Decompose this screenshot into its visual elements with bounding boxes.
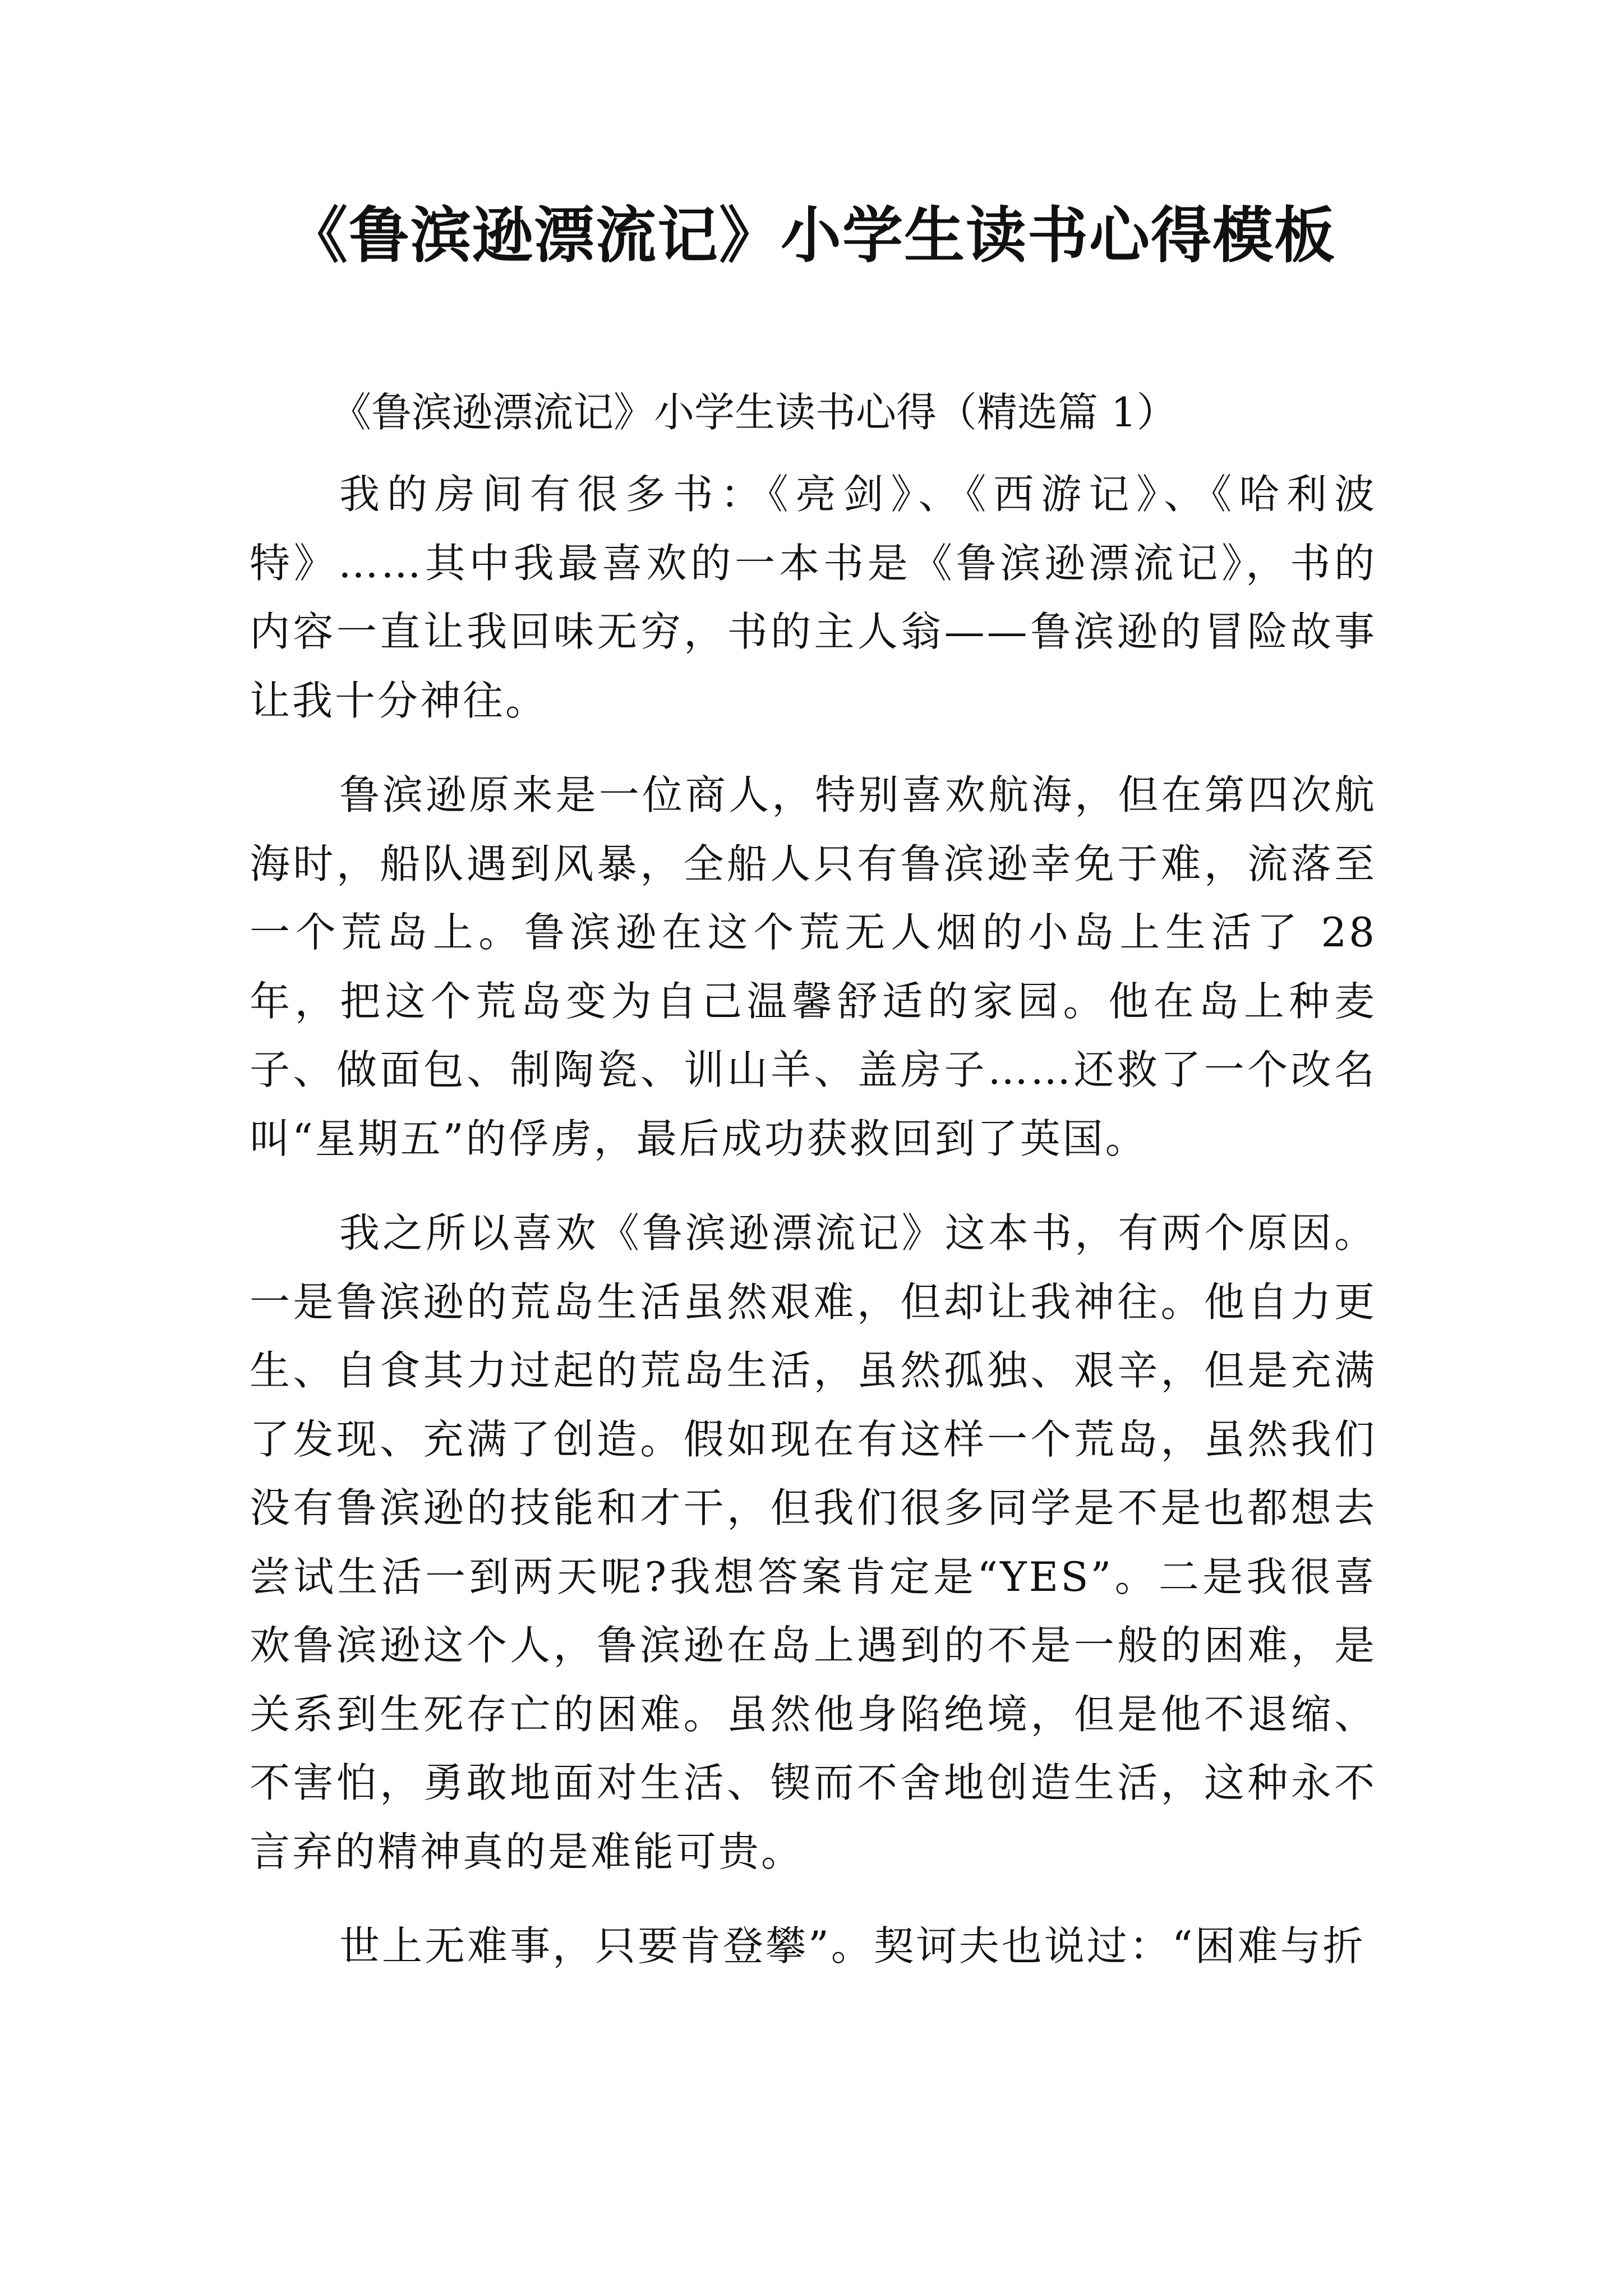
paragraph-4: 世上无难事，只要肯登攀”。契诃夫也说过：“困难与折 bbox=[339, 1922, 1366, 1970]
paragraph-2: 鲁滨逊原来是一位商人，特别喜欢航海，但在第四次航海时，船队遇到风暴，全船人只有鲁滨逊幸免于难，流落至一个荒岛上。鲁滨逊在这个荒无人烟的小岛上生活了 28 年，把这个荒岛变为自己温馨舒适的家园。他在岛上种麦子、做面包、制陶瓷、训山羊、盖房子……还救了一个改名叫“星期五”的俘虏，最后成功获救回到了英国。 bbox=[250, 771, 1377, 1162]
paragraph-1: 我的房间有很多书：《亮剑》、《西游记》、《哈利波特》……其中我最喜欢的一本书是《鲁滨逊漂流记》，书的内容一直让我回味无穷，书的主人翁——鲁滨逊的冒险故事让我十分神往。 bbox=[250, 471, 1377, 724]
document-title: 《鲁滨逊漂流记》小学生读书心得模板 bbox=[287, 200, 1336, 271]
document-body bbox=[250, 460, 1377, 2007]
paragraph-3: 我之所以喜欢《鲁滨逊漂流记》这本书，有两个原因。一是鲁滨逊的荒岛生活虽然艰难，但却让我神往。他自力更生、自食其力过起的荒岛生活，虽然孤独、艰辛，但是充满了发现、充满了创造。假如现在有这样一个荒岛，虽然我们没有鲁滨逊的技能和才干，但我们很多同学是不是也都想去尝试生活一到两天呢?我想答案肯定是“YES”。二是我很喜欢鲁滨逊这个人，鲁滨逊在岛上遇到的不是一般的困难，是关系到生死存亡的困难。虽然他身陷绝境，但是他不退缩、不害怕，勇敢地面对生活、锲而不舍地创造生活，这种永不言弃的精神真的是难能可贵。 bbox=[250, 1209, 1377, 1875]
section-heading: 《鲁滨逊漂流记》小学生读书心得（精选篇 1） bbox=[331, 389, 1177, 436]
